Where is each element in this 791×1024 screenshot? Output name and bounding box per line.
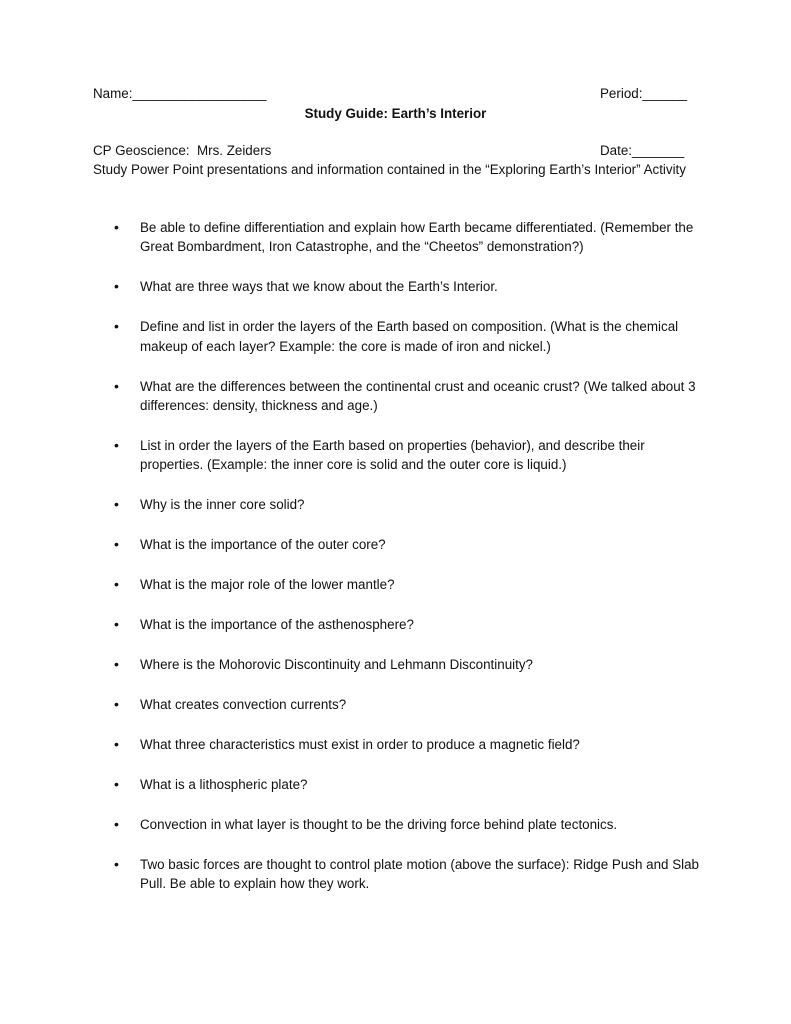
list-item: • What is a lithospheric plate? (93, 775, 703, 794)
date-line: Date:_______ (600, 143, 685, 158)
list-item: • Where is the Mohorovic Discontinuity and Lehmann Discontinuity? (93, 655, 703, 674)
list-item: • What is the importance of the asthenosphere? (93, 615, 703, 634)
list-item: • What is the importance of the outer core? (93, 535, 703, 554)
list-item: • What are the differences between the continental crust and oceanic crust? (We talked about 3 differences: density, thickness and age.) (93, 377, 703, 416)
list-item: • Define and list in order the layers of the Earth based on composition. (What is the chemical makeup of each layer? Example: the core is made of iron and nickel.) (93, 317, 703, 356)
course-line: CP Geoscience: Mrs. Zeiders (93, 143, 272, 158)
document-title: Study Guide: Earth’s Interior (304, 106, 487, 121)
list-item: • Why is the inner core solid? (93, 495, 703, 514)
list-item: • What is the major role of the lower mantle? (93, 575, 703, 594)
period-line: Period:______ (600, 86, 688, 101)
name-line: Name:__________________ (93, 86, 267, 101)
list-item: • List in order the layers of the Earth based on properties (behavior), and describe their properties. (Example: the inner core is solid and the outer core is liquid.) (93, 436, 703, 475)
list-item: • What creates convection currents? (93, 695, 703, 714)
intro-paragraph: Study Power Point presentations and information contained in the “Exploring Earth’s Interior” Activity (93, 162, 686, 177)
list-item: • Convection in what layer is thought to be the driving force behind plate tectonics. (93, 815, 703, 834)
list-item: • What three characteristics must exist in order to produce a magnetic field? (93, 735, 703, 754)
list-item: • Be able to define differentiation and explain how Earth became differentiated. (Remember the Great Bombardment, Iron Catastrophe, and the “Cheetos” demonstration?) (93, 218, 703, 257)
list-item: • What are three ways that we know about the Earth’s Interior. (93, 277, 703, 296)
study-questions-list (93, 218, 703, 914)
list-item: • Two basic forces are thought to control plate motion (above the surface): Ridge Push and Slab Pull. Be able to explain how they work. (93, 855, 703, 894)
